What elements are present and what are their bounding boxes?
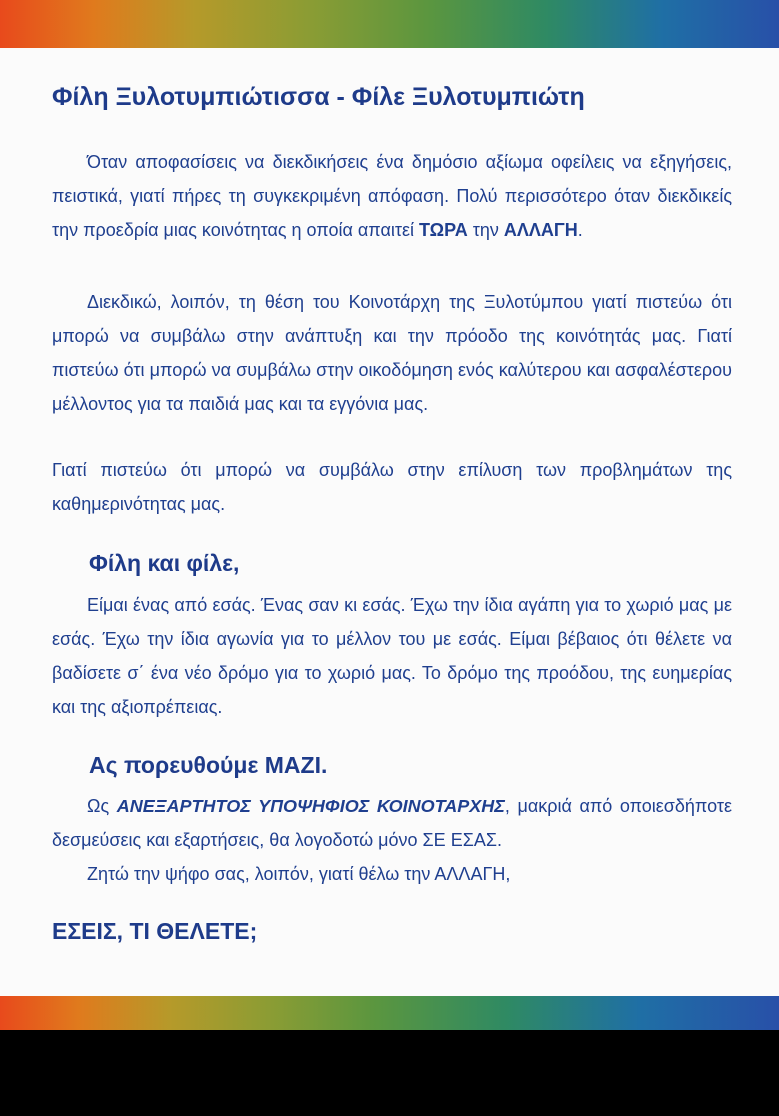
closing-question: ΕΣΕΙΣ, ΤΙ ΘΕΛΕΤΕ;	[52, 918, 258, 944]
paragraph-intro	[52, 145, 732, 247]
independent-candidate-title: ΑΝΕΞΑΡΤΗΤΟΣ ΥΠΟΨΗΦΙΟΣ ΚΟΙΝΟΤΑΡΧΗΣ	[116, 796, 505, 816]
paragraph-independent	[52, 789, 732, 857]
paragraph-intro-text: Όταν αποφασίσεις να διεκδικήσεις ένα δημόσιο αξίωμα οφείλεις να εξηγήσεις, πειστικά, γιατί πήρες τη συγκεκριμένη απόφαση. Πολύ περισσότερο όταν διεκδικείς την προεδρία μιας κοινότητας η οποία απαιτεί	[52, 152, 732, 240]
subheading-together: Ας πορευθούμε ΜΑΖΙ.	[89, 752, 328, 778]
paragraph-one-of-you: Είμαι ένας από εσάς. Ένας σαν κι εσάς. Έχω την ίδια αγάπη για το χωριό μας με εσάς. Έχω την ίδια αγωνία για το μέλλον του με εσάς. Είμαι βέβαιος ότι θέλετε να βαδίσετε σ΄ ένα νέο δρόμο για το χωριό μας. Το δρόμο της προόδου, της ευημερίας και της αξιοπρέπειας.	[52, 595, 732, 717]
bottom-color-band	[0, 996, 779, 1030]
top-color-band	[0, 0, 779, 48]
paragraph-problems: Γιατί πιστεύω ότι μπορώ να συμβάλω στην επίλυση των προβλημάτων της καθημερινότητας μας.	[52, 460, 732, 514]
paragraph-candidacy: Διεκδικώ, λοιπόν, τη θέση του Κοινοτάρχη της Ξυλοτύμπου γιατί πιστεύω ότι μπορώ να συμβάλω στην ανάπτυξη και την πρόοδο της κοινότητάς μας. Γιατί πιστεύω ότι μπορώ να συμβάλω στην οικοδόμηση ενός καλύτερου και ασφαλέστερου μέλλοντος για τα παιδιά μας και τα εγγόνια μας.	[52, 292, 732, 414]
paragraph-intro-connector: την	[467, 220, 504, 240]
bottom-black-strip	[0, 1030, 779, 1116]
letter-headline: Φίλη Ξυλοτυμπιώτισσα - Φίλε Ξυλοτυμπιώτη	[52, 83, 585, 111]
paragraph-independent-start: Ως	[87, 796, 117, 816]
paragraph-vote-request: Ζητώ την ψήφο σας, λοιπόν, γιατί θέλω την ΑΛΛΑΓΗ,	[87, 864, 511, 884]
paragraph-independent-rest: , μακριά από οποιεσδήποτε δεσμεύσεις και εξαρτήσεις, θα λογοδοτώ μόνο ΣΕ ΕΣΑΣ.	[52, 796, 732, 850]
paragraph-intro-end: .	[577, 220, 583, 240]
subheading-friends: Φίλη και φίλε,	[89, 550, 240, 576]
emphasis-change: ΑΛΛΑΓΗ	[503, 220, 578, 240]
emphasis-now: ΤΩΡΑ	[419, 220, 468, 240]
